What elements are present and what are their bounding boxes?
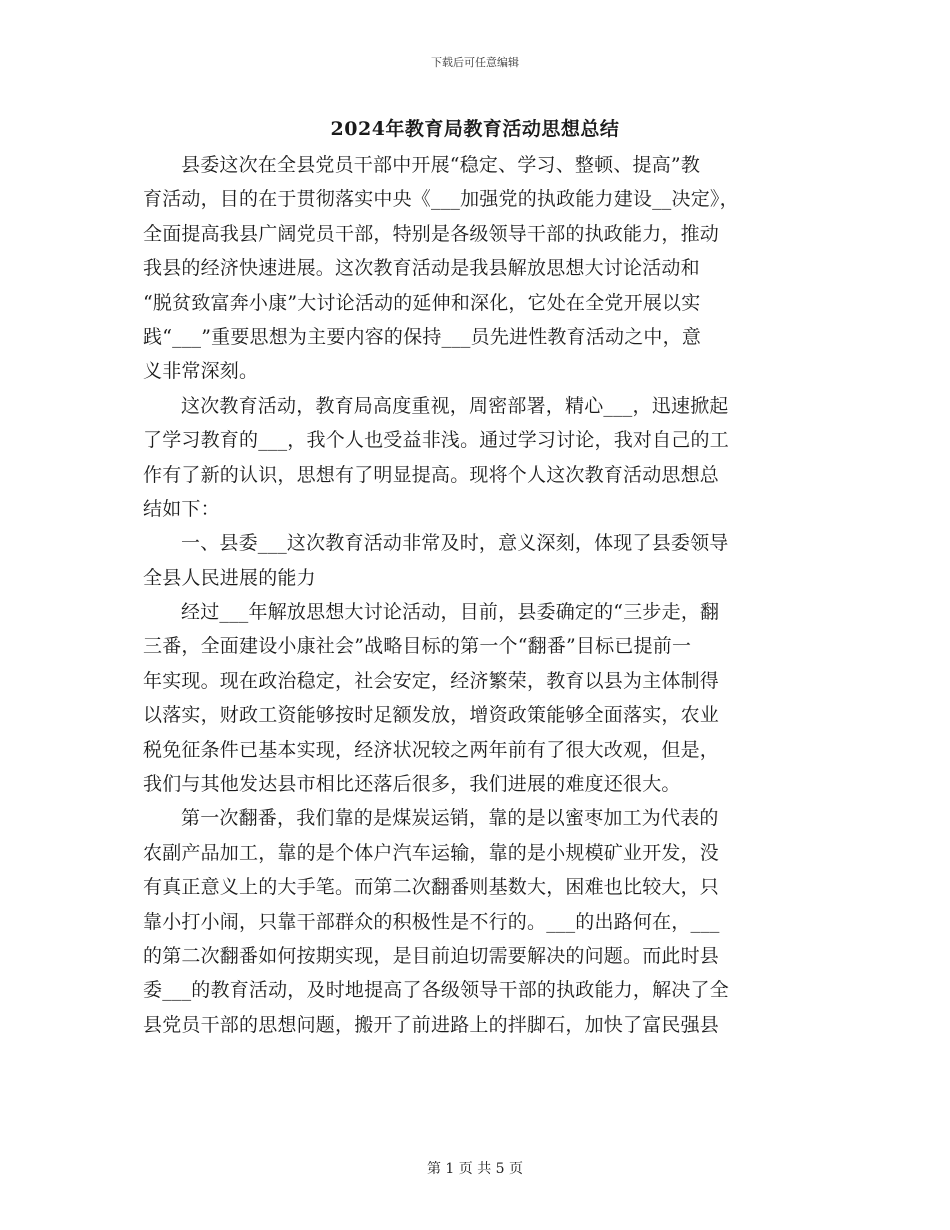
- body-line: 全县人民进展的能力: [143, 566, 316, 589]
- body-line: 我们与其他发达县市相比还落后很多，我们进展的难度还很大。: [143, 773, 681, 796]
- body-line: 我县的经济快速进展。这次教育活动是我县解放思想大讨论活动和: [143, 257, 700, 280]
- body-line: 这次教育活动，教育局高度重视，周密部署，精心___，迅速掀起: [181, 394, 729, 417]
- body-line: 委___的教育活动，及时地提高了各级领导干部的执政能力，解决了全: [143, 979, 729, 1002]
- body-line: 义非常深刻。: [143, 360, 259, 383]
- body-line: 的第二次翻番如何按期实现，是目前迫切需要解决的问题。而此时县: [143, 944, 720, 967]
- page-footer: 第 1 页 共 5 页: [426, 1161, 524, 1177]
- body-line: 三番，全面建设小康社会”战略目标的第一个“翻番”目标已提前一: [143, 635, 692, 658]
- body-line: 靠小打小闹，只靠干部群众的积极性是不行的。___的出路何在，___: [143, 910, 720, 933]
- body-line: “脱贫致富奔小康”大讨论活动的延伸和深化，它处在全党开展以实: [143, 291, 701, 314]
- document-title: 2024年教育局教育活动思想总结: [330, 118, 620, 140]
- body-line: 了学习教育的___，我个人也受益非浅。通过学习讨论，我对自己的工: [143, 429, 729, 452]
- body-line: 以落实，财政工资能够按时足额发放，增资政策能够全面落实，农业: [143, 704, 720, 727]
- body-line: 育活动，目的在于贯彻落实中央《___加强党的执政能力建设__决定》，: [143, 188, 739, 211]
- document-body: [143, 148, 808, 1042]
- body-line: 县委这次在全县党员干部中开展“稳定、学习、整顿、提高”教: [181, 154, 701, 176]
- body-line: 一、县委___这次教育活动非常及时，意义深刻，体现了县委领导: [181, 532, 729, 555]
- body-line: 践“___”重要思想为主要内容的保持___员先进性教育活动之中，意: [143, 325, 702, 348]
- body-line: 结如下：: [143, 497, 220, 520]
- header-note: 下载后可任意编辑: [431, 56, 519, 69]
- body-line: 第一次翻番，我们靠的是煤炭运销，靠的是以蜜枣加工为代表的: [181, 807, 719, 830]
- body-line: 经过___年解放思想大讨论活动，目前，县委确定的“三步走，翻: [181, 601, 720, 624]
- body-line: 全面提高我县广阔党员干部，特别是各级领导干部的执政能力，推动: [143, 222, 720, 245]
- body-line: 作有了新的认识，思想有了明显提高。现将个人这次教育活动思想总: [143, 463, 720, 486]
- body-line: 年实现。现在政治稳定，社会安定，经济繁荣，教育以县为主体制得: [143, 669, 720, 692]
- body-line: 县党员干部的思想问题，搬开了前进路上的拌脚石，加快了富民强县: [143, 1013, 720, 1036]
- body-line: 有真正意义上的大手笔。而第二次翻番则基数大，困难也比较大，只: [143, 876, 720, 899]
- body-line: 农副产品加工，靠的是个体户汽车运输，靠的是小规模矿业开发，没: [143, 841, 720, 864]
- body-line: 税免征条件已基本实现，经济状况较之两年前有了很大改观，但是，: [143, 738, 720, 761]
